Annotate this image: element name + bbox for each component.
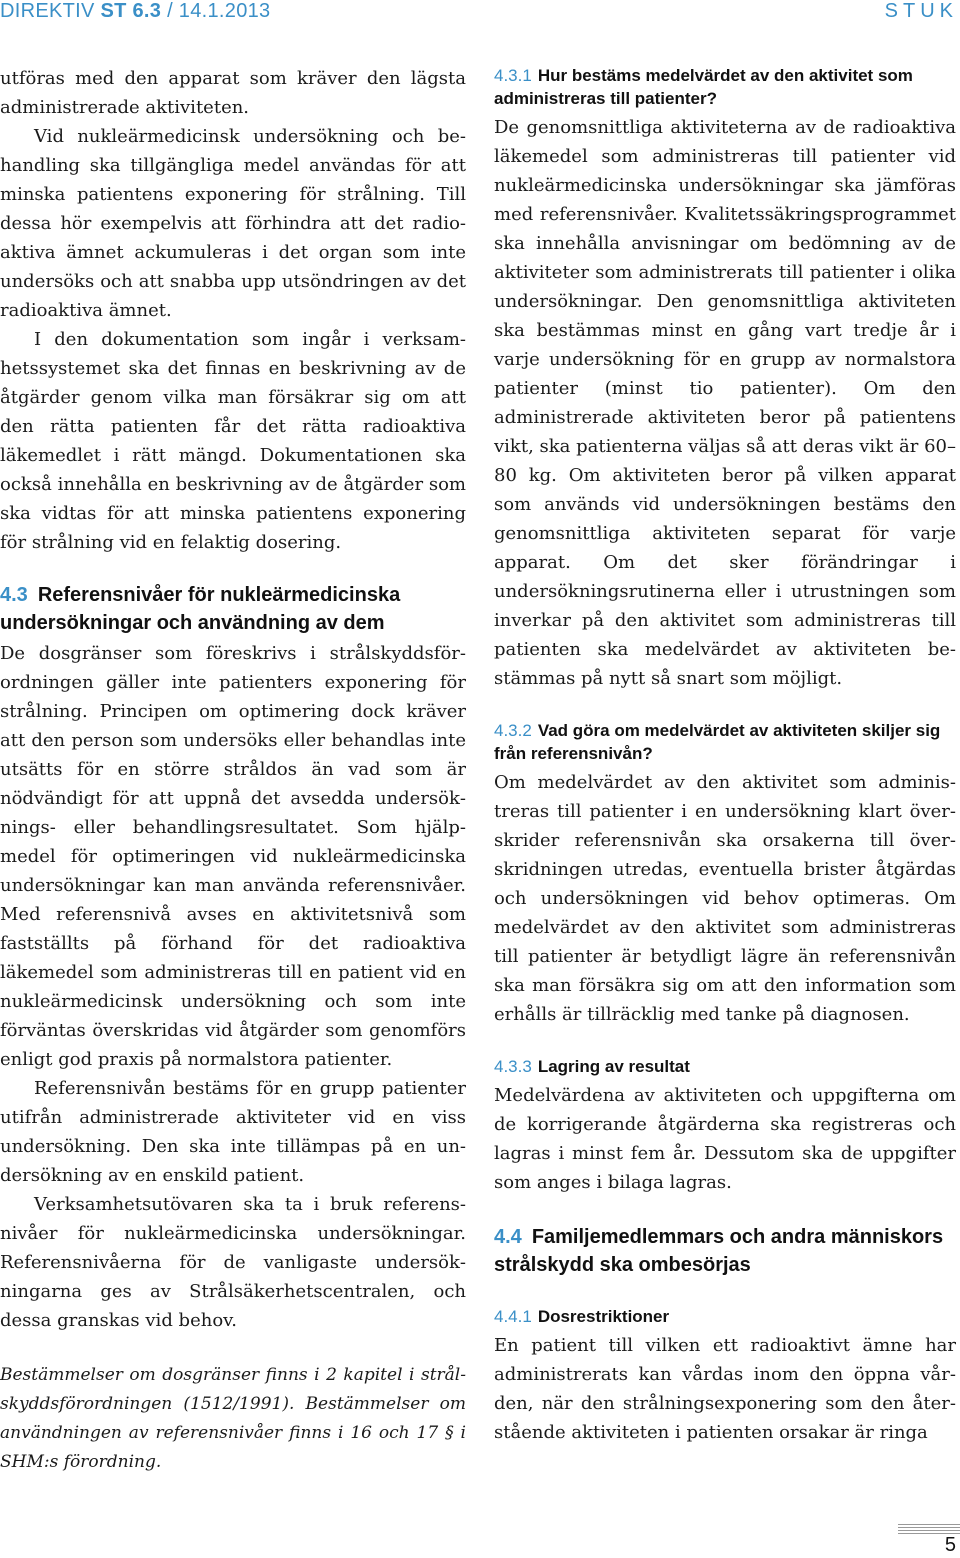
doc-number: ST 6.3: [100, 0, 162, 22]
subsection-title: Vad göra om medelvärdet av aktiviteten skiljer sig från referensnivån?: [494, 721, 941, 763]
paragraph: Om medelvärdet av den aktivitet som administreras till patienter i en undersökning klart överskrider referensnivån ska orsakerna till överskridningen utredas, eventuella brister åtgärdas och undersökningen vid behov optimeras. Om medelvärdet av den aktivitet som administreras till patienter är betydligt lägre än referensnivån ska man försäkra sig om att den information som erhålls är tillräcklig med tanke på diagnosen.: [494, 772, 956, 1025]
paragraph: I den dokumentation som ingår i verksamhetssystemet ska det finnas en beskrivning av de åtgärder genom vilka man försäkrar sig om att den rätta patienten får det rätta radioaktiva läkemedlet i rätt mängd. Dokumentationen ska också innehålla en beskrivning av de åtgärder som ska vidtas för att minska patientens exponering för strålning vid en felaktig dosering.: [0, 329, 466, 553]
subsection-heading-4-3-2: [494, 719, 956, 765]
subsection-heading-4-3-3: [494, 1055, 956, 1078]
subsection-heading-4-3-1: [494, 64, 956, 110]
section-heading-4-3: [0, 581, 466, 637]
legal-note: Bestämmelser om dosgränser finns i 2 kapitel i strålskyddsförordningen (1512/1991). Bestämmelser om användningen av referensnivåer finns i 16 och 17 § i SHM:s förordning.: [0, 1365, 466, 1472]
page-number-rule: [898, 1524, 960, 1534]
left-column: [0, 64, 466, 1477]
paragraph: Medelvärdena av aktiviteten och uppgifterna om de korrigerande åtgärderna ska registreras och lagras i minst fem år. Dessutom ska de uppgifter som anges i bilaga lagras.: [494, 1085, 956, 1193]
right-column: [494, 64, 956, 1447]
subsection-number: 4.3.1: [494, 66, 532, 85]
section-number: 4.4: [494, 1226, 522, 1248]
paragraph: utföras med den apparat som kräver den lägsta administrerade aktiviteten.: [0, 68, 466, 118]
paragraph: De dosgränser som föreskrivs i strålskyddsförordningen gäller inte patienters exponering för strålning. Principen om optimering dock kräver att den person som undersöks eller behandlas inte utsätts för en större stråldos än vad som är nödvändigt för att uppnå det avsedda undersöknings- eller behandlingsresultatet. Som hjälpmedel för optimeringen vid nukleärmedicinska undersökningar kan man använda referensnivåer. Med referensnivå avses en aktivitetsnivå som fastställts på förhand för det radioaktiva läkemedel som administreras till en patient vid en nukleärmedicinsk undersökning och som inte förväntas överskridas vid åtgärder som genomförs enligt god praxis på normalstora patienter.: [0, 643, 466, 1070]
paragraph: En patient till vilken ett radioaktivt ämne har administrerats kan vårdas inom den öppna vården, när den strålningsexponering som den återstående aktiviteten i patienten orsakar är ringa: [494, 1335, 956, 1443]
subsection-title: Hur bestäms medelvärdet av den aktivitet som administreras till patienter?: [494, 66, 913, 108]
subsection-heading-4-4-1: [494, 1305, 956, 1328]
paragraph: Referensnivån bestäms för en grupp patienter utifrån administrerade aktiviteter vid en viss undersökning. Den ska inte tillämpas på en undersökning av en enskild patient.: [0, 1078, 466, 1186]
paragraph: Verksamhetsutövaren ska ta i bruk referensnivåer för nukleärmedicinska undersökningar. Referensnivåerna för de vanligaste undersökningarna ges av Strålsäkerhetscentralen, och dessa granskas vid behov.: [0, 1194, 466, 1331]
doc-date: / 14.1.2013: [161, 0, 271, 22]
subsection-title: Dosrestriktioner: [537, 1307, 670, 1326]
paragraph: De genomsnittliga aktiviteterna av de radioaktiva läkemedel som administreras till patienter vid nukleärmedicinska undersökningar ska jämföras med referensnivåer. Kvalitetssäkringsprogrammet ska innehålla anvisningar om bedömning av de aktiviteter som administrerats till patienter i olika undersökningar. Den genomsnittliga aktiviteten ska bestämmas minst en gång vart tredje år i varje undersökning för en grupp av normalstora patienter (minst tio patienter). Om den administrerade aktiviteten beror på patientens vikt, ska patienterna väljas så att deras vikt är 60–80 kg. Om aktiviteten beror på vilken apparat som används vid undersökningen bestäms den genomsnittliga aktiviteten separat för varje apparat. Om det sker förändringar i undersökningsrutinerna eller i utrustningen som inverkar på den aktivitet som administreras till patienten ska medelvärdet av aktiviteten bestämmas på nytt så snart som möjligt.: [494, 117, 956, 689]
section-title: Familjemedlemmars och andra människors strålskydd ska ombesörjas: [494, 1226, 944, 1276]
section-number: 4.3: [0, 584, 28, 606]
paragraph: Vid nukleärmedicinsk undersökning och behandling ska tillgängliga medel användas för att minska patientens exponering för strålning. Till dessa hör exempelvis att förhindra att det radioaktiva ämnet ackumuleras i det organ som inte undersöks och att snabba upp utsöndringen av det radioaktiva ämnet.: [0, 126, 466, 321]
doc-label: DIREKTIV: [0, 0, 95, 22]
org-name: STUK: [884, 0, 958, 22]
subsection-number: 4.3.2: [494, 721, 532, 740]
page-header: [0, 0, 960, 40]
subsection-number: 4.3.3: [494, 1057, 532, 1076]
document-reference: [0, 0, 270, 23]
section-heading-4-4: [494, 1223, 956, 1279]
subsection-number: 4.4.1: [494, 1307, 532, 1326]
section-title: Referensnivåer för nukleärmedicinska undersökningar och användning av dem: [0, 584, 401, 634]
page-number: 5: [944, 1534, 956, 1556]
subsection-title: Lagring av resultat: [537, 1057, 690, 1076]
